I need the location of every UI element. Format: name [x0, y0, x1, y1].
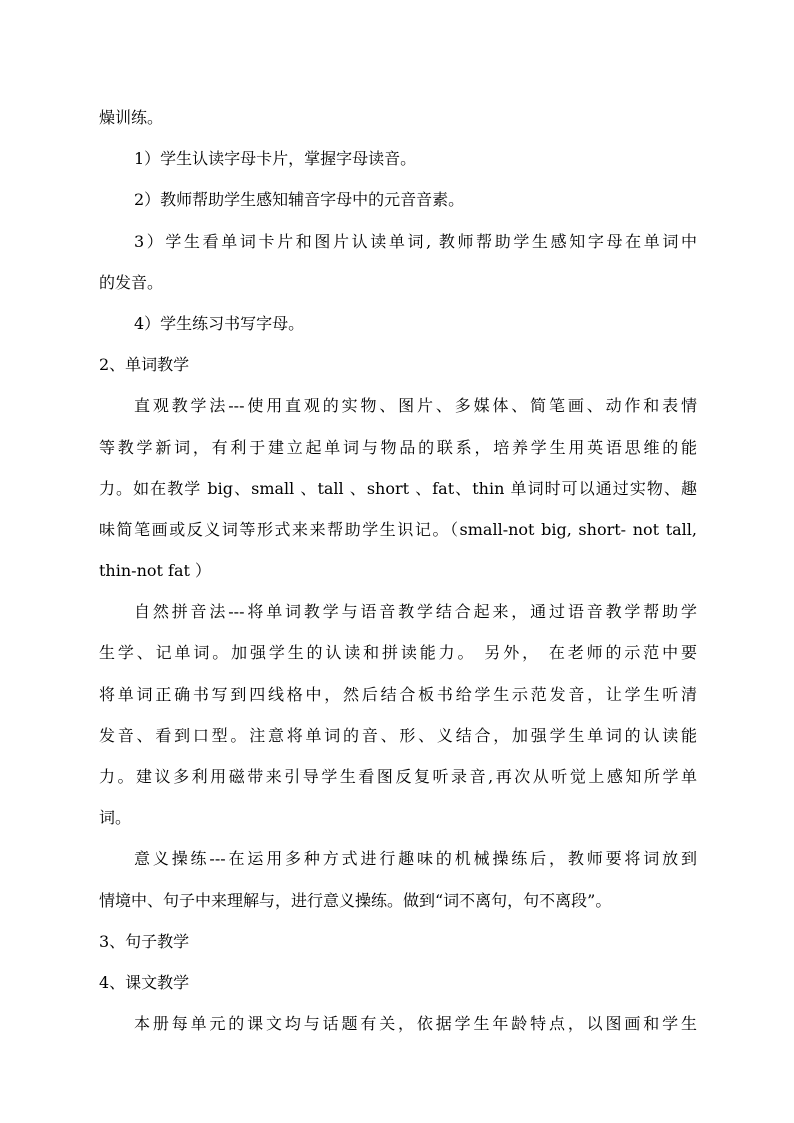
paragraph-line: 力。如在教学 big、small 、tall 、short 、fat、thin 单词时可以通过实物、趣 [99, 478, 697, 498]
paragraph-line: 词。 [99, 808, 132, 828]
paragraph-line: 发音、看到口型。注意将单词的音、形、义结合，加强学生单词的认读能 [99, 725, 697, 745]
paragraph-line: 味简笔画或反义词等形式来来帮助学生识记。（small-not big, short- not tall, [99, 519, 697, 539]
paragraph-line: 意义操练---在运用多种方式进行趣味的机械操练后，教师要将词放到 [134, 849, 697, 869]
paragraph-line: 力。建议多利用磁带来引导学生看图反复听录音,再次从听觉上感知所学单 [99, 767, 697, 786]
paragraph-line: 本册每单元的课文均与话题有关，依据学生年龄特点，以图画和学生 [134, 1014, 697, 1034]
section-heading-vocabulary: 2、单词教学 [99, 355, 190, 375]
paragraph-line: 直观教学法---使用直观的实物、图片、多媒体、简笔画、动作和表情 [134, 396, 697, 416]
section-heading-sentences: 3、句子教学 [99, 931, 190, 951]
section-heading-text: 4、课文教学 [99, 972, 190, 992]
step-item-4: 4）学生练习书写字母。 [134, 313, 305, 333]
paragraph-line: 自然拼音法---将单词教学与语音教学结合起来，通过语音教学帮助学 [134, 602, 697, 622]
paragraph-line: 等教学新词，有利于建立起单词与物品的联系，培养学生用英语思维的能 [99, 437, 697, 457]
step-item-3-continued: 的发音。 [99, 272, 164, 292]
step-item-2: 2）教师帮助学生感知辅音字母中的元音音素。 [134, 190, 465, 210]
paragraph-line: 燥训练。 [99, 108, 164, 127]
paragraph-line: thin-not fat ） [99, 561, 211, 581]
step-item-1: 1）学生认读字母卡片，掌握字母读音。 [134, 149, 417, 169]
paragraph-line: 生学、记单词。加强学生的认读和拼读能力。 另外， 在老师的示范中要 [99, 643, 697, 663]
step-item-3: 3）学生看单词卡片和图片认读单词, 教师帮助学生感知字母在单词中 [134, 231, 697, 251]
paragraph-line: 将单词正确书写到四线格中，然后结合板书给学生示范发音，让学生听清 [99, 684, 697, 704]
paragraph-line: 情境中、句子中来理解与，进行意义操练。做到“词不离句，句不离段”。 [99, 890, 612, 910]
document-body [99, 97, 697, 1044]
